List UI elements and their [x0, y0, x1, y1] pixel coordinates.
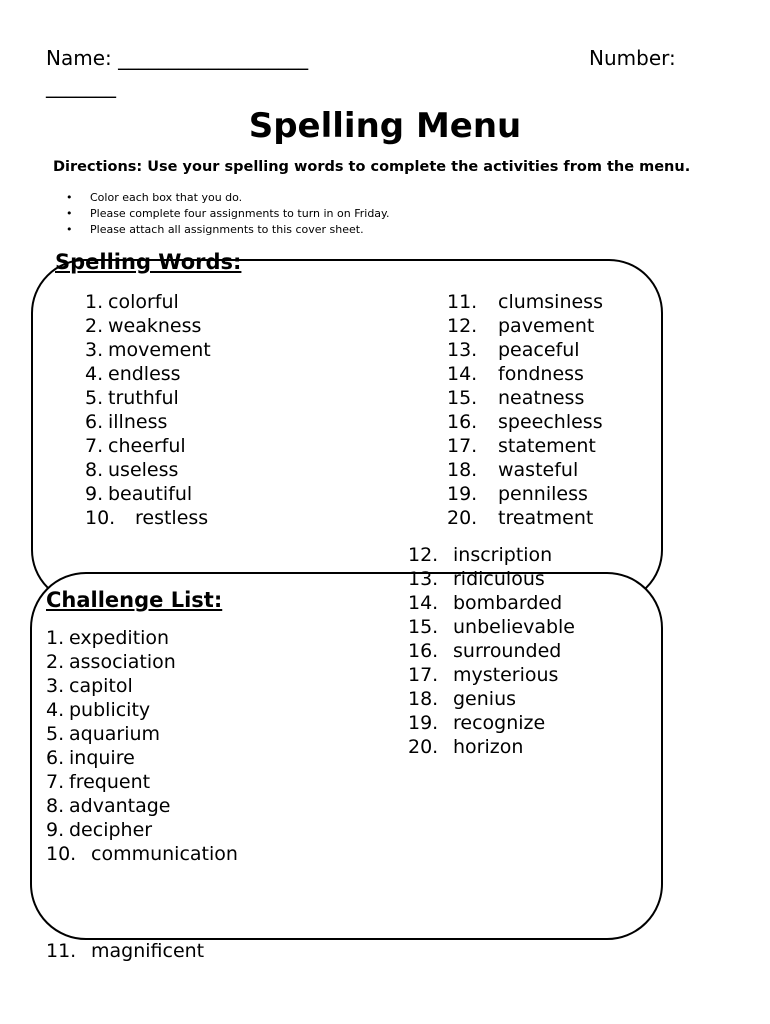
list-item [408, 663, 575, 687]
item-word: restless [135, 507, 209, 529]
item-number: 3. [46, 675, 65, 697]
list-item [447, 482, 603, 506]
item-word: advantage [69, 795, 171, 817]
item-number: 6. [85, 411, 104, 433]
item-number: 9. [46, 819, 65, 841]
item-number: 10. [85, 507, 116, 529]
item-word: beautiful [108, 483, 193, 505]
list-item [46, 842, 238, 866]
item-word: communication [91, 843, 238, 865]
item-word: magnificent [91, 940, 205, 962]
item-word: weakness [108, 315, 202, 337]
list-item [85, 314, 211, 338]
instructions-list [66, 190, 389, 238]
item-word: fondness [498, 363, 584, 385]
list-item [46, 674, 238, 698]
item-number: 16. [447, 411, 478, 433]
page-title: Spelling Menu [248, 106, 522, 146]
item-word: endless [108, 363, 181, 385]
item-word: unbelievable [453, 616, 575, 638]
list-item [447, 434, 603, 458]
item-number: 19. [447, 483, 478, 505]
item-word: cheerful [108, 435, 186, 457]
item-word: frequent [69, 771, 151, 793]
item-word: publicity [69, 699, 151, 721]
item-word: colorful [108, 291, 179, 313]
list-item [46, 818, 238, 842]
item-word: association [69, 651, 176, 673]
spelling-words-list-left [85, 290, 211, 530]
item-word: peaceful [498, 339, 580, 361]
challenge-list-heading: Challenge List: [46, 588, 223, 612]
challenge-list-right [408, 543, 575, 759]
item-word: genius [453, 688, 517, 710]
item-number: 20. [408, 736, 439, 758]
list-item [85, 290, 211, 314]
item-number: 12. [447, 315, 478, 337]
list-item [85, 338, 211, 362]
item-number: 4. [85, 363, 104, 385]
list-item [46, 746, 238, 770]
list-item [408, 711, 575, 735]
item-number: 18. [447, 459, 478, 481]
name-field-label: Name: ___________________ [46, 46, 309, 70]
list-item [447, 386, 603, 410]
item-word: inquire [69, 747, 135, 769]
list-item [447, 314, 603, 338]
list-item [46, 650, 238, 674]
list-item [408, 687, 575, 711]
item-number: 15. [447, 387, 478, 409]
list-item [447, 290, 603, 314]
list-item [85, 482, 211, 506]
item-word: decipher [69, 819, 153, 841]
challenge-list-left [46, 626, 238, 866]
item-word: wasteful [498, 459, 579, 481]
item-word: expedition [69, 627, 170, 649]
list-item [46, 722, 238, 746]
item-word: aquarium [69, 723, 161, 745]
number-field-label: Number: [589, 46, 676, 70]
item-word: pavement [498, 315, 595, 337]
item-word: clumsiness [498, 291, 603, 313]
item-number: 2. [85, 315, 104, 337]
challenge-list-overflow-item [46, 940, 204, 962]
list-item [46, 770, 238, 794]
item-number: 5. [46, 723, 65, 745]
item-number: 17. [447, 435, 478, 457]
instruction-item: • Please complete four assignments to turn in on Friday. [66, 206, 389, 222]
item-word: mysterious [453, 664, 559, 686]
list-item [408, 735, 575, 759]
list-item [447, 506, 603, 530]
item-number: 11. [46, 940, 77, 962]
item-number: 8. [46, 795, 65, 817]
list-item [447, 410, 603, 434]
item-word: penniless [498, 483, 588, 505]
item-word: ridiculous [453, 568, 545, 590]
item-number: 2. [46, 651, 65, 673]
item-word: useless [108, 459, 179, 481]
item-word: bombarded [453, 592, 563, 614]
item-word: movement [108, 339, 211, 361]
number-field-blank: _______ [46, 74, 116, 98]
item-word: horizon [453, 736, 524, 758]
list-item [447, 458, 603, 482]
item-number: 14. [408, 592, 439, 614]
item-word: statement [498, 435, 596, 457]
item-number: 19. [408, 712, 439, 734]
item-number: 14. [447, 363, 478, 385]
spelling-words-heading: Spelling Words: [55, 250, 242, 274]
item-word: surrounded [453, 640, 562, 662]
item-word: recognize [453, 712, 546, 734]
list-item [447, 362, 603, 386]
item-number: 7. [46, 771, 65, 793]
directions-text: Directions: Use your spelling words to complete the activities from the menu. [53, 159, 691, 175]
list-item [408, 615, 575, 639]
item-number: 18. [408, 688, 439, 710]
instruction-item: • Please attach all assignments to this cover sheet. [66, 222, 389, 238]
item-number: 9. [85, 483, 104, 505]
item-word: neatness [498, 387, 585, 409]
list-item [85, 410, 211, 434]
item-word: speechless [498, 411, 603, 433]
item-number: 13. [408, 568, 439, 590]
instruction-item: • Color each box that you do. [66, 190, 389, 206]
item-number: 20. [447, 507, 478, 529]
list-item [46, 794, 238, 818]
item-number: 1. [85, 291, 104, 313]
item-word: truthful [108, 387, 179, 409]
item-number: 1. [46, 627, 65, 649]
item-number: 7. [85, 435, 104, 457]
list-item [408, 639, 575, 663]
list-item [46, 698, 238, 722]
spelling-words-list-right [447, 290, 603, 530]
item-number: 6. [46, 747, 65, 769]
item-number: 10. [46, 843, 77, 865]
item-number: 4. [46, 699, 65, 721]
list-item [85, 362, 211, 386]
list-item [408, 543, 575, 567]
item-word: capitol [69, 675, 133, 697]
item-word: inscription [453, 544, 553, 566]
item-number: 16. [408, 640, 439, 662]
list-item [85, 434, 211, 458]
list-item [408, 591, 575, 615]
item-number: 8. [85, 459, 104, 481]
item-number: 3. [85, 339, 104, 361]
list-item [408, 567, 575, 591]
item-number: 13. [447, 339, 478, 361]
item-number: 12. [408, 544, 439, 566]
item-word: treatment [498, 507, 594, 529]
list-item [85, 458, 211, 482]
list-item [85, 386, 211, 410]
list-item [85, 506, 211, 530]
item-number: 17. [408, 664, 439, 686]
item-word: illness [108, 411, 168, 433]
item-number: 15. [408, 616, 439, 638]
item-number: 11. [447, 291, 478, 313]
list-item [46, 626, 238, 650]
item-number: 5. [85, 387, 104, 409]
list-item [447, 338, 603, 362]
